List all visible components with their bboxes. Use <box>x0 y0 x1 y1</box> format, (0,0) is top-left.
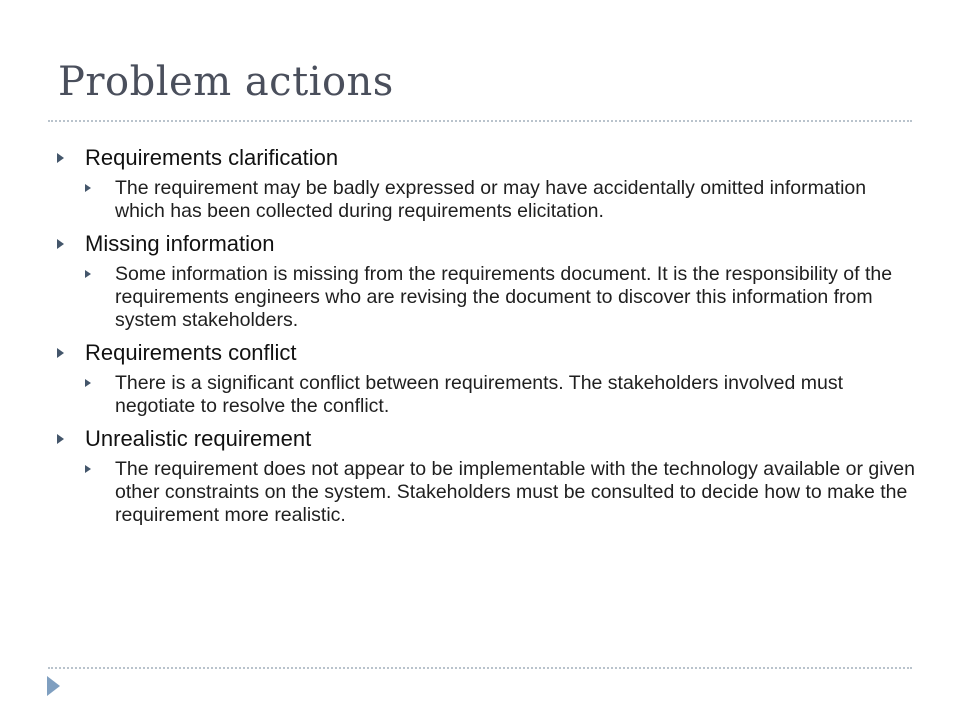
bullet-level-1 <box>57 229 917 259</box>
bullet-level-2 <box>85 263 917 332</box>
bullet-level-2 <box>85 177 917 223</box>
triangle-bullet-icon <box>85 379 91 387</box>
top-divider <box>48 120 912 122</box>
triangle-bullet-icon <box>85 270 91 278</box>
bullet-level-2 <box>85 372 917 418</box>
list-item <box>57 338 917 418</box>
bullet-level-1 <box>57 338 917 368</box>
list-item <box>57 143 917 223</box>
triangle-bullet-icon <box>57 239 64 249</box>
item-heading: Unrealistic requirement <box>85 426 312 451</box>
triangle-bullet-icon <box>57 434 64 444</box>
bullet-level-1 <box>57 143 917 173</box>
item-detail: The requirement may be badly expressed or may have accidentally omitted information which has been collected during requirements elicitation. <box>115 177 867 222</box>
item-detail: The requirement does not appear to be implementable with the technology available or given other constraints on the system. Stakeholders must be consulted to decide how to make the requirement more realistic. <box>115 458 915 526</box>
list-item <box>57 424 917 527</box>
triangle-bullet-icon <box>85 465 91 473</box>
triangle-marker-icon <box>47 676 60 696</box>
triangle-bullet-icon <box>57 348 64 358</box>
slide-title: Problem actions <box>58 59 394 105</box>
item-heading: Missing information <box>85 231 275 256</box>
bottom-divider <box>48 667 912 669</box>
item-detail: Some information is missing from the requirements document. It is the responsibility of the requirements engineers who are revising the document to discover this information from system stakeholders. <box>115 263 893 331</box>
bullet-level-2 <box>85 458 917 527</box>
bullet-list <box>57 143 917 533</box>
triangle-bullet-icon <box>85 184 91 192</box>
item-heading: Requirements clarification <box>85 145 339 170</box>
item-detail: There is a significant conflict between requirements. The stakeholders involved must negotiate to resolve the conflict. <box>115 372 844 417</box>
item-heading: Requirements conflict <box>85 340 297 365</box>
bullet-level-1 <box>57 424 917 454</box>
triangle-bullet-icon <box>57 153 64 163</box>
list-item <box>57 229 917 332</box>
